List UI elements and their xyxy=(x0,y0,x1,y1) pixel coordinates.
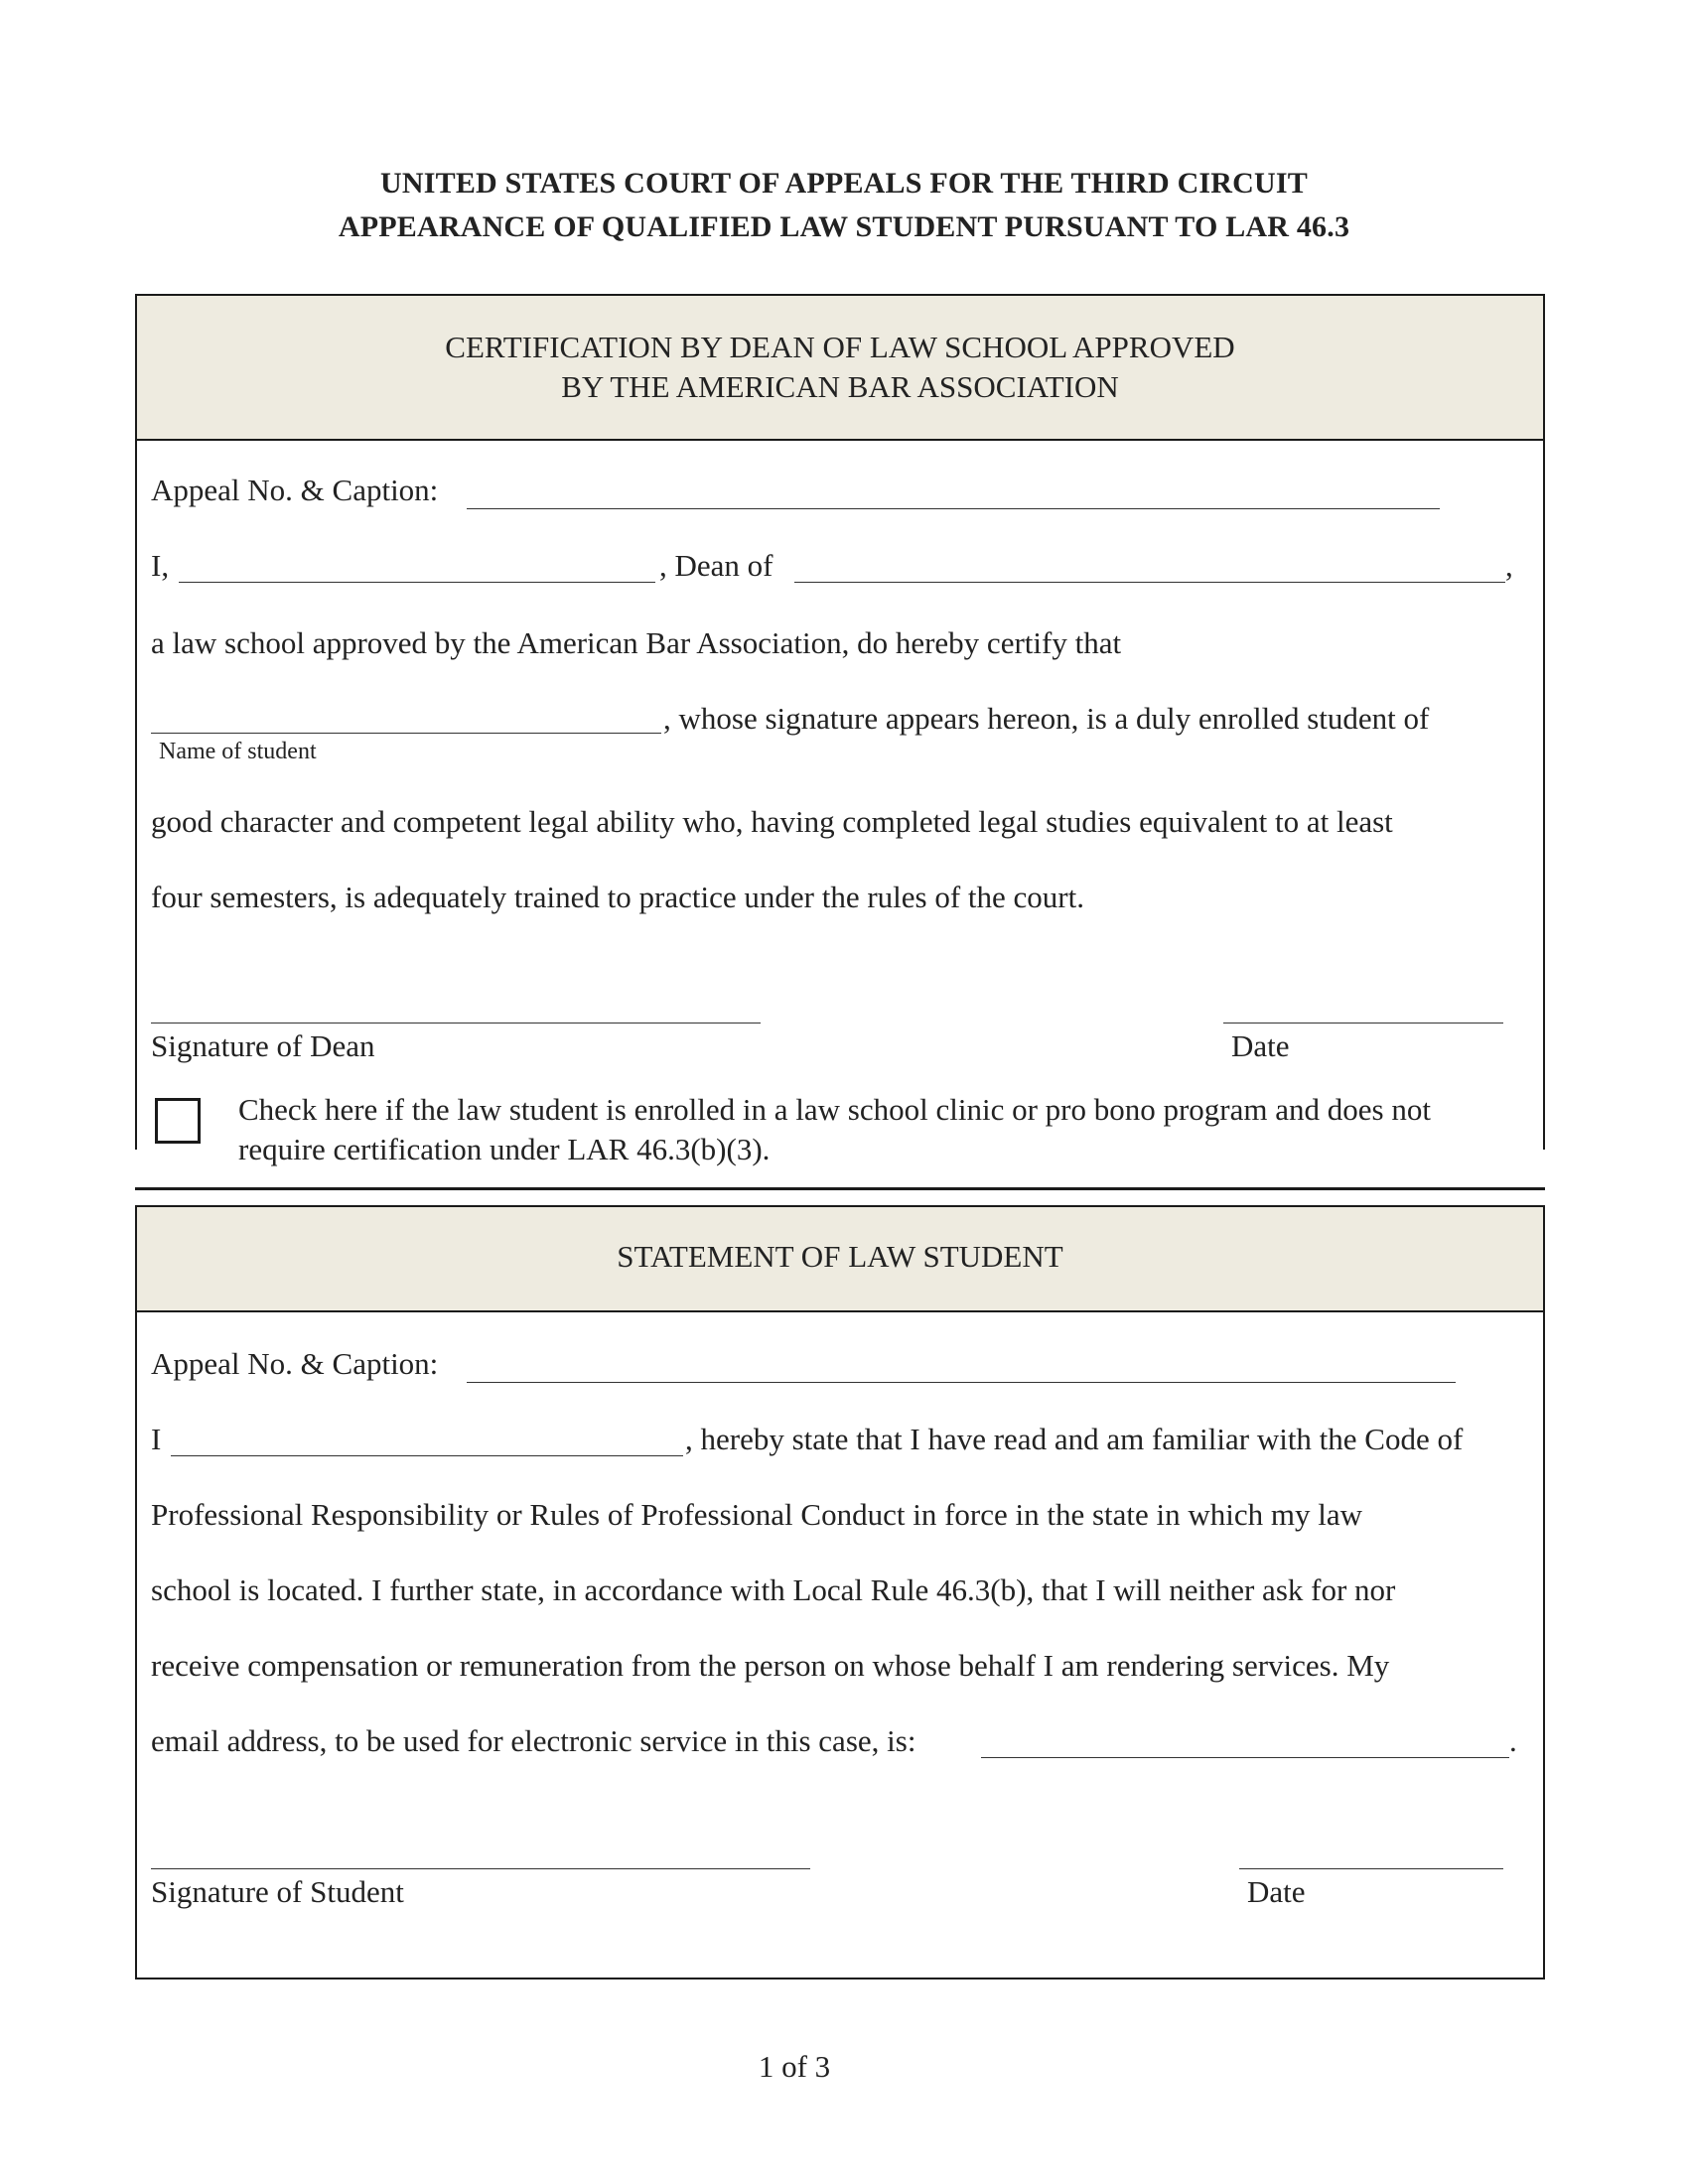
dean-date-label: Date xyxy=(1231,1028,1290,1063)
student-name-field[interactable] xyxy=(151,733,661,734)
student-date-label: Date xyxy=(1247,1874,1306,1909)
dean-trailing-comma: , xyxy=(1505,548,1513,583)
dean-section-heading-line1: CERTIFICATION BY DEAN OF LAW SCHOOL APPROVED xyxy=(445,330,1235,364)
student-i-label: I xyxy=(151,1422,162,1456)
dean-section-header xyxy=(137,296,1543,441)
dean-i-label: I, xyxy=(151,548,170,583)
form-title-court: UNITED STATES COURT OF APPEALS FOR THE THIRD CIRCUIT xyxy=(380,167,1308,200)
name-of-student-caption: Name of student xyxy=(159,739,317,764)
local-rule-text: school is located. I further state, in accordance with Local Rule 46.3(b), that I will neither ask for nor xyxy=(151,1572,1396,1607)
student-statement-name-field[interactable] xyxy=(171,1455,683,1456)
student-date-field[interactable] xyxy=(1239,1868,1503,1869)
dean-section-heading-line2: BY THE AMERICAN BAR ASSOCIATION xyxy=(561,369,1119,404)
student-appeal-caption-field[interactable] xyxy=(467,1382,1456,1383)
student-email-field[interactable] xyxy=(981,1757,1509,1758)
professional-responsibility-text: Professional Responsibility or Rules of Professional Conduct in force in the state in which my law xyxy=(151,1497,1363,1532)
character-text: good character and competent legal ability who, having completed legal studies equivalent to at least xyxy=(151,804,1393,839)
whose-signature-text: , whose signature appears hereon, is a duly enrolled student of xyxy=(663,701,1430,736)
hereby-state-text: , hereby state that I have read and am familiar with the Code of xyxy=(685,1422,1464,1456)
page-number: 1 of 3 xyxy=(758,2049,831,2084)
semesters-text: four semesters, is adequately trained to practice under the rules of the court. xyxy=(151,880,1084,914)
email-address-text: email address, to be used for electronic service in this case, is: xyxy=(151,1723,916,1758)
email-period: . xyxy=(1509,1723,1517,1758)
compensation-text: receive compensation or remuneration from the person on whose behalf I am rendering services. My xyxy=(151,1648,1390,1683)
checkbox-text-line2: require certification under LAR 46.3(b)(3). xyxy=(238,1132,771,1166)
dean-certify-text: a law school approved by the American Bar Association, do hereby certify that xyxy=(151,625,1122,660)
student-appeal-label: Appeal No. & Caption: xyxy=(151,1346,439,1381)
dean-name-field[interactable] xyxy=(179,582,655,583)
student-section-header xyxy=(137,1207,1543,1312)
dean-of-label: , Dean of xyxy=(659,548,774,583)
dean-appeal-caption-field[interactable] xyxy=(467,508,1440,509)
dean-date-field[interactable] xyxy=(1223,1023,1503,1024)
section-divider xyxy=(135,1187,1545,1190)
form-title-appearance: APPEARANCE OF QUALIFIED LAW STUDENT PURSUANT TO LAR 46.3 xyxy=(338,210,1350,243)
student-signature-label: Signature of Student xyxy=(151,1874,404,1909)
student-signature-field[interactable] xyxy=(151,1868,810,1869)
dean-signature-label: Signature of Dean xyxy=(151,1028,375,1063)
student-section-heading: STATEMENT OF LAW STUDENT xyxy=(617,1239,1063,1274)
clinic-pro-bono-checkbox[interactable] xyxy=(155,1098,201,1144)
checkbox-text-line1: Check here if the law student is enrolled in a law school clinic or pro bono program and does not xyxy=(238,1092,1431,1127)
dean-appeal-label: Appeal No. & Caption: xyxy=(151,473,439,507)
law-school-name-field[interactable] xyxy=(794,582,1505,583)
dean-signature-field[interactable] xyxy=(151,1023,761,1024)
